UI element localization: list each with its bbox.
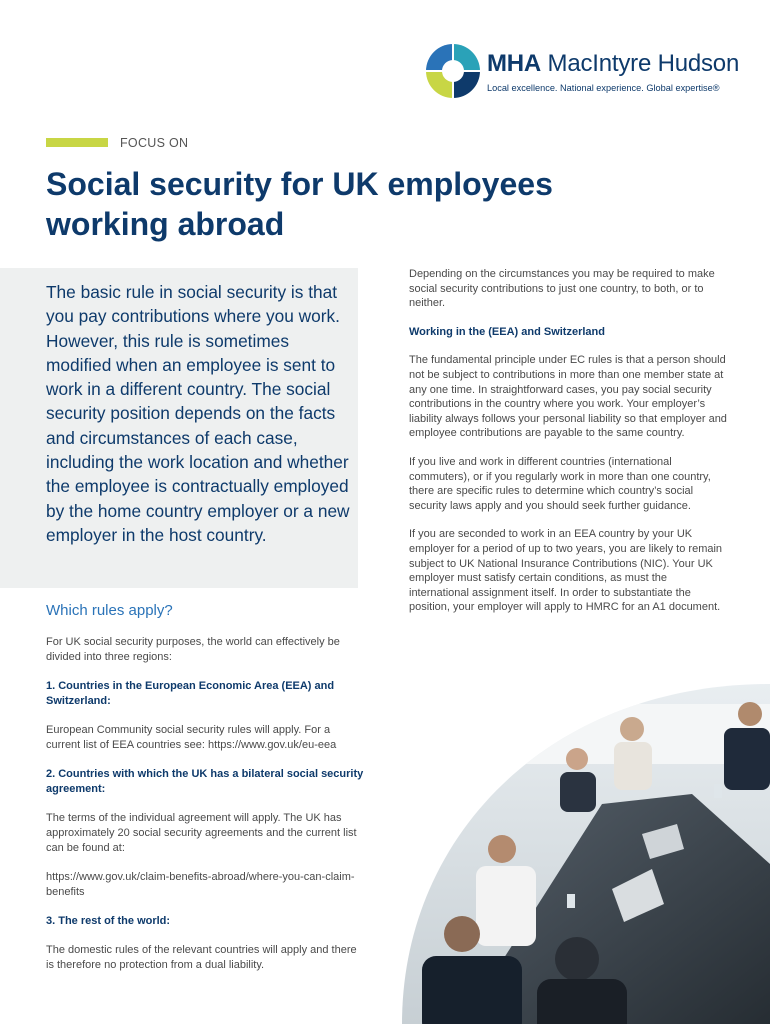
right-paragraph-1: Depending on the circumstances you may be required to make social security contributions to just one country, to both, or to neither.: [409, 268, 715, 310]
left-paragraph-5: The domestic rules of the relevant countries will apply and there is therefore no protection from a dual liability.: [46, 944, 357, 971]
left-paragraph-link: https://www.gov.uk/claim-benefits-abroad/where-you-can-claim-benefits: [46, 871, 355, 898]
right-paragraph-4: If you are seconded to work in an EEA country by your UK employer for a period of up to two years, you are likely to remain subject to UK National Insurance Contributions (NIC). Your UK employer must satisfy certain conditions, as must the international assignment itself. In order to substantiate the position, your employer will apply to HMRC for an A1 document.: [409, 528, 723, 614]
mha-logo-mark: [426, 44, 480, 98]
focus-accent-bar: [46, 138, 108, 147]
brand-name: MHA MacIntyre Hudson: [487, 50, 740, 77]
left-paragraph-3: The terms of the individual agreement will apply. The UK has approximately 20 social security agreements and the current list can be found at:: [46, 812, 357, 854]
section-heading: Which rules apply?: [46, 602, 173, 619]
left-paragraph-2: European Community social security rules will apply. For a current list of EEA countries see: https://www.gov.uk/eu-eea: [46, 724, 337, 751]
intro-text: The basic rule in social security is that you pay contributions where you work. However, this rule is sometimes modified when an employee is sent to work in a different country. The social security position depends on the facts and circumstances of each case, including the work location and whether the employee is contractually employed by the home country employer or a new employer in the host country.: [46, 282, 350, 545]
region-heading-rest: 3. The rest of the world:: [46, 915, 171, 927]
page-title: Social security for UK employees working abroad: [46, 166, 553, 242]
focus-label: FOCUS ON: [120, 136, 189, 150]
right-column: [409, 267, 727, 629]
meeting-photo: [402, 684, 770, 1024]
left-column: [46, 602, 364, 987]
region-heading-bilateral: 2. Countries with which the UK has a bilateral social security agreement:: [46, 768, 364, 795]
right-paragraph-2: The fundamental principle under EC rules is that a person should not be subject to contributions in more than one member state at any one time. In straightforward cases, you pay social security contributions in the country where you work. Your employer’s liability always follows your personal liability so that employer and employee contributions are payable to the same country.: [409, 354, 727, 440]
left-paragraph-1: For UK social security purposes, the world can effectively be divided into three regions:: [46, 636, 340, 663]
eea-subheading: Working in the (EEA) and Switzerland: [409, 325, 605, 338]
mha-logo: [426, 44, 740, 98]
brand-tagline: Local excellence. National experience. Global expertise®: [487, 83, 720, 93]
region-heading-eea: 1. Countries in the European Economic Area (EEA) and Switzerland:: [46, 680, 335, 707]
right-paragraph-3: If you live and work in different countries (international commuters), or if you regularly work in more than one country, there are specific rules to determine which country’s social security laws apply and you should seek further guidance.: [409, 455, 711, 512]
